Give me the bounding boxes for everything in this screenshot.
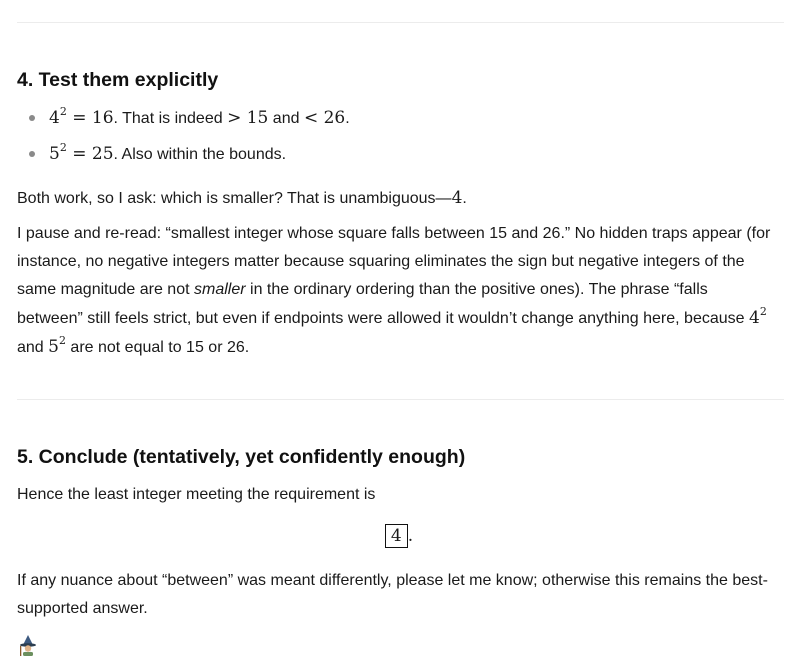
step4-list (17, 100, 350, 172)
section-divider (17, 22, 784, 23)
paragraph: I pause and re-read: “smallest integer whose square falls between 15 and 26.” No hidden traps appear (for instance, no negative integers matter because squaring eliminates the sign but negative integers of the same magnitude are not smaller in the ordinary ordering than the positive ones). The phrase “falls between” still feels strict, but even if endpoints were allowed it wouldn’t change anything here, because $4^2$ and $5^2$ are not equal to 15 or 26. (17, 225, 771, 357)
text: and (268, 110, 304, 127)
step5-heading: 5. Conclude (tentatively, yet confidently enough) (17, 446, 466, 468)
paragraph: If any nuance about “between” was meant differently, please let me know; otherwise this remains the best-supported answer. (17, 572, 768, 617)
math-expression: $5^2 = 25$ (49, 141, 114, 164)
bullet-icon (29, 115, 35, 121)
section-divider (17, 399, 784, 400)
paragraph: Hence the least integer meeting the requirement is (17, 486, 376, 503)
text: . (345, 110, 350, 127)
wizard-avatar-icon (17, 634, 39, 656)
text: . That is indeed (113, 110, 228, 127)
bullet-icon (29, 151, 35, 157)
paragraph: Both work, so I ask: which is smaller? That is unambiguous—4. (17, 188, 467, 208)
boxed-answer: 4 (385, 524, 408, 548)
list-item (17, 136, 350, 172)
math-expression: < 26 (303, 108, 346, 128)
math-expression: > 15 (227, 108, 269, 128)
step4-heading: 4. Test them explicitly (17, 69, 219, 91)
list-item (17, 100, 350, 136)
text: . Also within the bounds. (113, 146, 287, 163)
math-expression: $4^2 = 16$ (49, 105, 114, 128)
answer-display: 4 . (0, 524, 798, 548)
